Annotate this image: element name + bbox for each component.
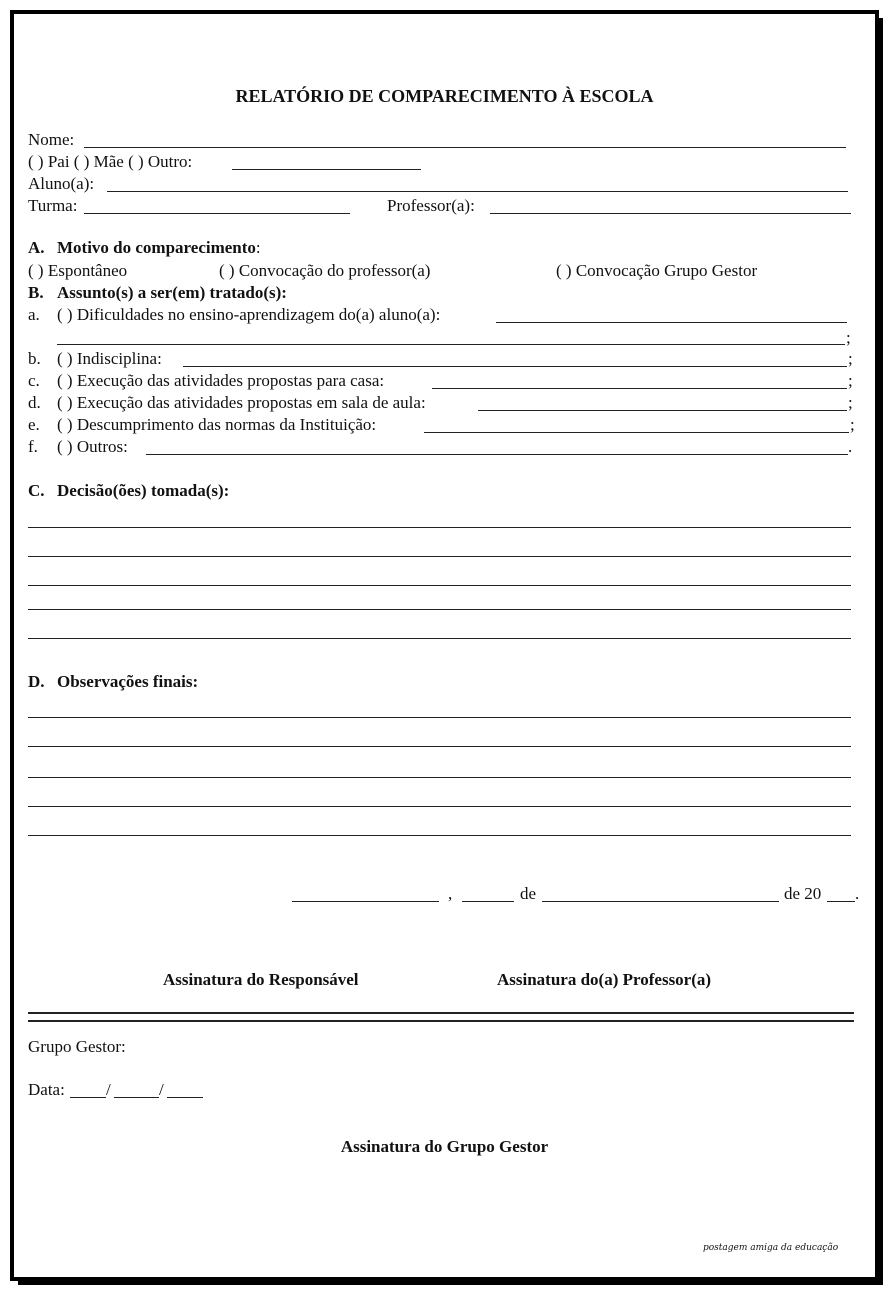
aluno-label: Aluno(a): xyxy=(28,174,95,193)
item-a-field-2[interactable] xyxy=(57,344,845,345)
outro-field[interactable] xyxy=(232,169,421,170)
item-d-end: ; xyxy=(848,393,853,412)
gestor-label: Grupo Gestor: xyxy=(28,1037,126,1056)
gestor-data-label: Data: xyxy=(28,1080,65,1099)
item-c-text[interactable]: ( ) Execução das atividades propostas para casa: xyxy=(57,371,385,390)
item-a-text[interactable]: ( ) Dificuldades no ensino-aprendizagem do(a) aluno(a): xyxy=(57,305,441,324)
item-d-field[interactable] xyxy=(478,410,847,411)
section-c-letter: C. xyxy=(28,481,45,500)
item-b-letter: b. xyxy=(28,349,41,368)
decision-line-3[interactable] xyxy=(28,585,851,586)
item-d-letter: d. xyxy=(28,393,41,412)
section-c-heading: Decisão(ões) tomada(s): xyxy=(57,481,230,500)
item-c-letter: c. xyxy=(28,371,40,390)
date-year-prefix: de 20 xyxy=(784,884,822,903)
item-f-end: . xyxy=(848,437,853,456)
date-de-label: de xyxy=(520,884,537,903)
section-a-heading: Motivo do comparecimento xyxy=(57,238,256,257)
signature-gestor: Assinatura do Grupo Gestor xyxy=(340,1137,549,1156)
observation-line-5[interactable] xyxy=(28,835,851,836)
section-b-letter: B. xyxy=(28,283,44,302)
aluno-field[interactable] xyxy=(107,191,848,192)
decision-line-4[interactable] xyxy=(28,609,851,610)
date-comma: , xyxy=(448,884,453,903)
item-c-field[interactable] xyxy=(432,388,847,389)
section-b-heading: Assunto(s) a ser(em) tratado(s): xyxy=(57,283,287,302)
item-f-letter: f. xyxy=(28,437,38,456)
item-a-field[interactable] xyxy=(496,322,847,323)
date-day-field[interactable] xyxy=(462,901,514,902)
gestor-date-month[interactable] xyxy=(114,1097,159,1098)
professor-field[interactable] xyxy=(490,213,851,214)
section-d-heading: Observações finais: xyxy=(57,672,199,691)
gestor-date-day[interactable] xyxy=(70,1097,106,1098)
professor-label: Professor(a): xyxy=(387,196,475,215)
item-b-end: ; xyxy=(848,349,853,368)
separator-double-line xyxy=(28,1012,854,1022)
option-espontaneo[interactable]: ( ) Espontâneo xyxy=(28,261,128,280)
item-e-field[interactable] xyxy=(424,432,849,433)
item-c-end: ; xyxy=(848,371,853,390)
section-d-letter: D. xyxy=(28,672,45,691)
option-convocacao-gestor[interactable]: ( ) Convocação Grupo Gestor xyxy=(556,261,758,280)
item-b-text[interactable]: ( ) Indisciplina: xyxy=(57,349,162,368)
item-a-end: ; xyxy=(846,328,851,347)
section-a-colon: : xyxy=(255,238,261,257)
footer-credit: postagem amiga da educação xyxy=(703,1243,839,1253)
signature-responsavel: Assinatura do Responsável xyxy=(163,970,359,989)
item-e-letter: e. xyxy=(28,415,40,434)
observation-line-2[interactable] xyxy=(28,746,851,747)
observation-line-4[interactable] xyxy=(28,806,851,807)
page-title: RELATÓRIO DE COMPARECIMENTO À ESCOLA xyxy=(235,86,654,106)
turma-field[interactable] xyxy=(84,213,350,214)
date-year-field[interactable] xyxy=(827,901,855,902)
option-convocacao-professor[interactable]: ( ) Convocação do professor(a) xyxy=(219,261,431,280)
item-d-text[interactable]: ( ) Execução das atividades propostas em sala de aula: xyxy=(57,393,426,412)
date-month-field[interactable] xyxy=(542,901,779,902)
item-f-text[interactable]: ( ) Outros: xyxy=(57,437,128,456)
observation-line-1[interactable] xyxy=(28,717,851,718)
item-f-field[interactable] xyxy=(146,454,848,455)
decision-line-2[interactable] xyxy=(28,556,851,557)
nome-field[interactable] xyxy=(84,147,846,148)
signature-professor: Assinatura do(a) Professor(a) xyxy=(497,970,712,989)
section-a-heading-wrap xyxy=(57,238,261,258)
turma-label: Turma: xyxy=(28,196,78,215)
gestor-date-slash-2: / xyxy=(159,1080,164,1099)
date-city-field[interactable] xyxy=(292,901,439,902)
gestor-date-year[interactable] xyxy=(167,1097,203,1098)
item-e-end: ; xyxy=(850,415,855,434)
relation-options[interactable]: ( ) Pai ( ) Mãe ( ) Outro: xyxy=(28,152,193,171)
item-b-field[interactable] xyxy=(183,366,847,367)
nome-label: Nome: xyxy=(28,130,75,149)
item-a-letter: a. xyxy=(28,305,40,324)
decision-line-5[interactable] xyxy=(28,638,851,639)
section-a-letter: A. xyxy=(28,238,45,257)
item-e-text[interactable]: ( ) Descumprimento das normas da Instituição: xyxy=(57,415,377,434)
observation-line-3[interactable] xyxy=(28,777,851,778)
decision-line-1[interactable] xyxy=(28,527,851,528)
gestor-date-slash-1: / xyxy=(106,1080,111,1099)
date-period: . xyxy=(855,884,860,903)
